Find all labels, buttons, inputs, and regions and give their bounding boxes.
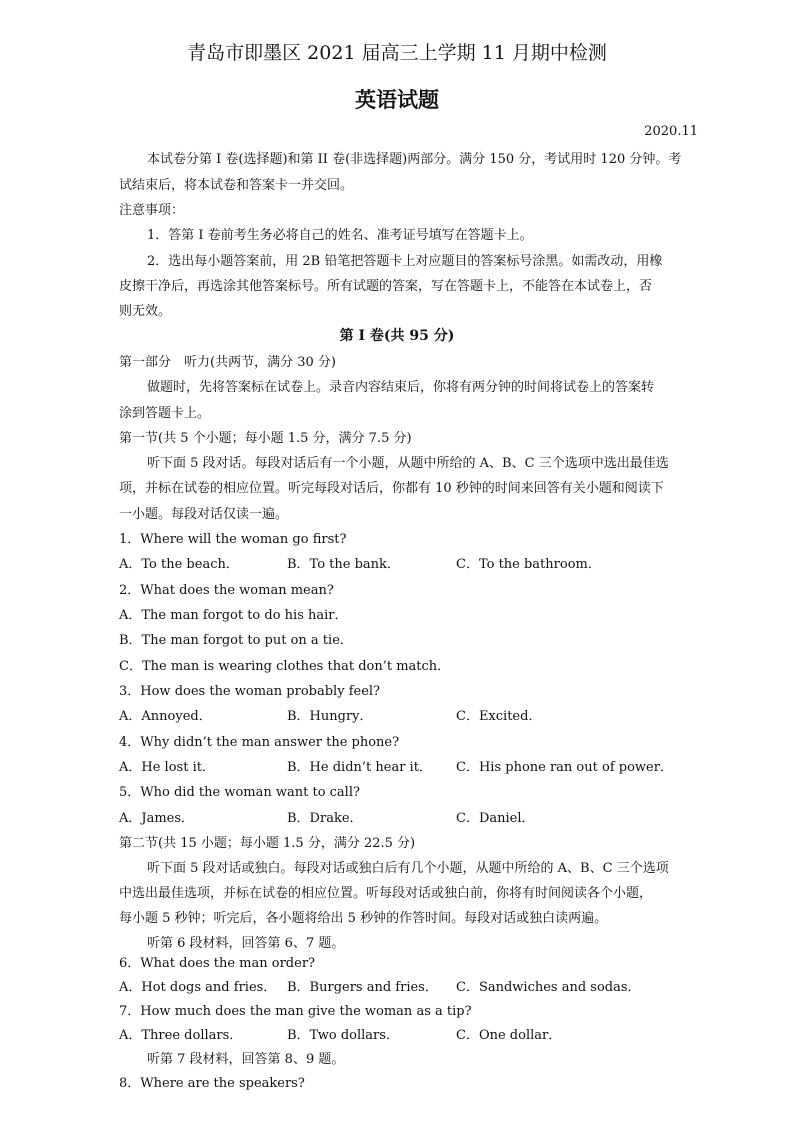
material-instruction: 听第 6 段材料，回答第 6、7 题。 [147,936,345,951]
exam-date: 2020.11 [644,124,698,139]
note-item: 皮擦干净后，再选涂其他答案标号。所有试题的答案，写在答题卡上，不能答在本试卷上，否 [119,279,653,294]
subsection-description: 一小题。每段对话仅读一遍。 [119,507,289,522]
question-stem: 7．How much does the man give the woman as a tip? [119,1004,472,1019]
notes-heading: 注意事项： [119,203,185,218]
option-a: A．James． [119,811,195,826]
question-stem: 8．Where are the speakers? [119,1076,305,1091]
part-description: 做题时，先将答案标在试卷上。录音内容结束后，你将有两分钟的时间将试卷上的答案转 [147,380,655,395]
question-stem: 1．Where will the woman go first? [119,532,347,547]
subsection-heading: 第一节(共 5 个小题；每小题 1.5 分，满分 7.5 分) [119,431,412,446]
option-b: B．He didn’t hear it． [287,760,432,775]
option-a: A．Three dollars． [119,1028,243,1043]
option-c: C．His phone ran out of power． [456,760,673,775]
subsection-description: 听下面 5 段对话。每段对话后有一个小题，从题中所给的 A、B、C 三个选项中选出最佳选 [147,456,669,471]
note-item: 1．答第 I 卷前考生务必将自己的姓名、准考证号填写在答题卡上。 [147,228,533,243]
option-b: B．The man forgot to put on a tie． [119,633,353,648]
question-stem: 3．How does the woman probably feel? [119,684,381,699]
exam-title: 青岛市即墨区 2021 届高三上学期 11 月期中检测 [187,42,607,64]
option-c: C．Sandwiches and sodas． [456,980,641,995]
option-a: A．To the beach． [119,557,239,572]
question-stem: 5．Who did the woman want to call? [119,785,360,800]
option-a: A．He lost it． [119,760,215,775]
option-b: B．To the bank． [287,557,400,572]
subsection-description: 项，并标在试卷的相应位置。听完每段对话后，你都有 10 秒钟的时间来回答有关小题和阅读下 [119,481,664,496]
note-item: 2．选出每小题答案前，用 2B 铅笔把答题卡上对应题目的答案标号涂黑。如需改动，用橡 [147,254,663,269]
option-c: C．Daniel． [456,811,535,826]
option-c: C．The man is wearing clothes that don’t match． [119,659,451,674]
question-stem: 2．What does the woman mean? [119,583,334,598]
question-stem: 6．What does the man order? [119,956,316,971]
note-item: 则无效。 [119,304,172,319]
section-title: 第 I 卷(共 95 分) [339,328,455,344]
intro-line: 试结束后，将本试卷和答案卡一并交回。 [119,178,354,193]
intro-line: 本试卷分第 I 卷(选择题)和第 II 卷(非选择题)两部分。满分 150 分，考试用时 120 分钟。考 [147,152,682,167]
part-description: 涂到答题卡上。 [119,406,211,421]
question-stem: 4．Why didn’t the man answer the phone? [119,735,400,750]
option-c: C．To the bathroom． [456,557,601,572]
part-heading: 第一部分 听力(共两节，满分 30 分) [119,355,336,370]
option-b: B．Drake． [287,811,363,826]
subsection-description: 听下面 5 段对话或独白。每段对话或独白后有几个小题，从题中所给的 A、B、C 三个选项 [147,861,669,876]
subsection-heading: 第二节(共 15 小题；每小题 1.5 分，满分 22.5 分) [119,836,416,851]
option-a: A．Hot dogs and fries． [119,980,277,995]
option-b: B．Hungry． [287,709,373,724]
option-c: C．Excited． [456,709,542,724]
material-instruction: 听第 7 段材料，回答第 8、9 题。 [147,1052,345,1067]
subsection-description: 中选出最佳选项，并标在试卷的相应位置。听每段对话或独白前，你将有时间阅读各个小题， [119,886,653,901]
exam-subject-title: 英语试题 [355,87,439,112]
option-b: B．Burgers and fries． [287,980,438,995]
option-a: A．The man forgot to do his hair． [119,608,348,623]
option-a: A．Annoyed． [119,709,212,724]
option-c: C．One dollar． [456,1028,562,1043]
option-b: B．Two dollars． [287,1028,399,1043]
subsection-description: 每小题 5 秒钟；听完后，各小题将给出 5 秒钟的作答时间。每段对话或独白读两遍。 [119,911,608,926]
